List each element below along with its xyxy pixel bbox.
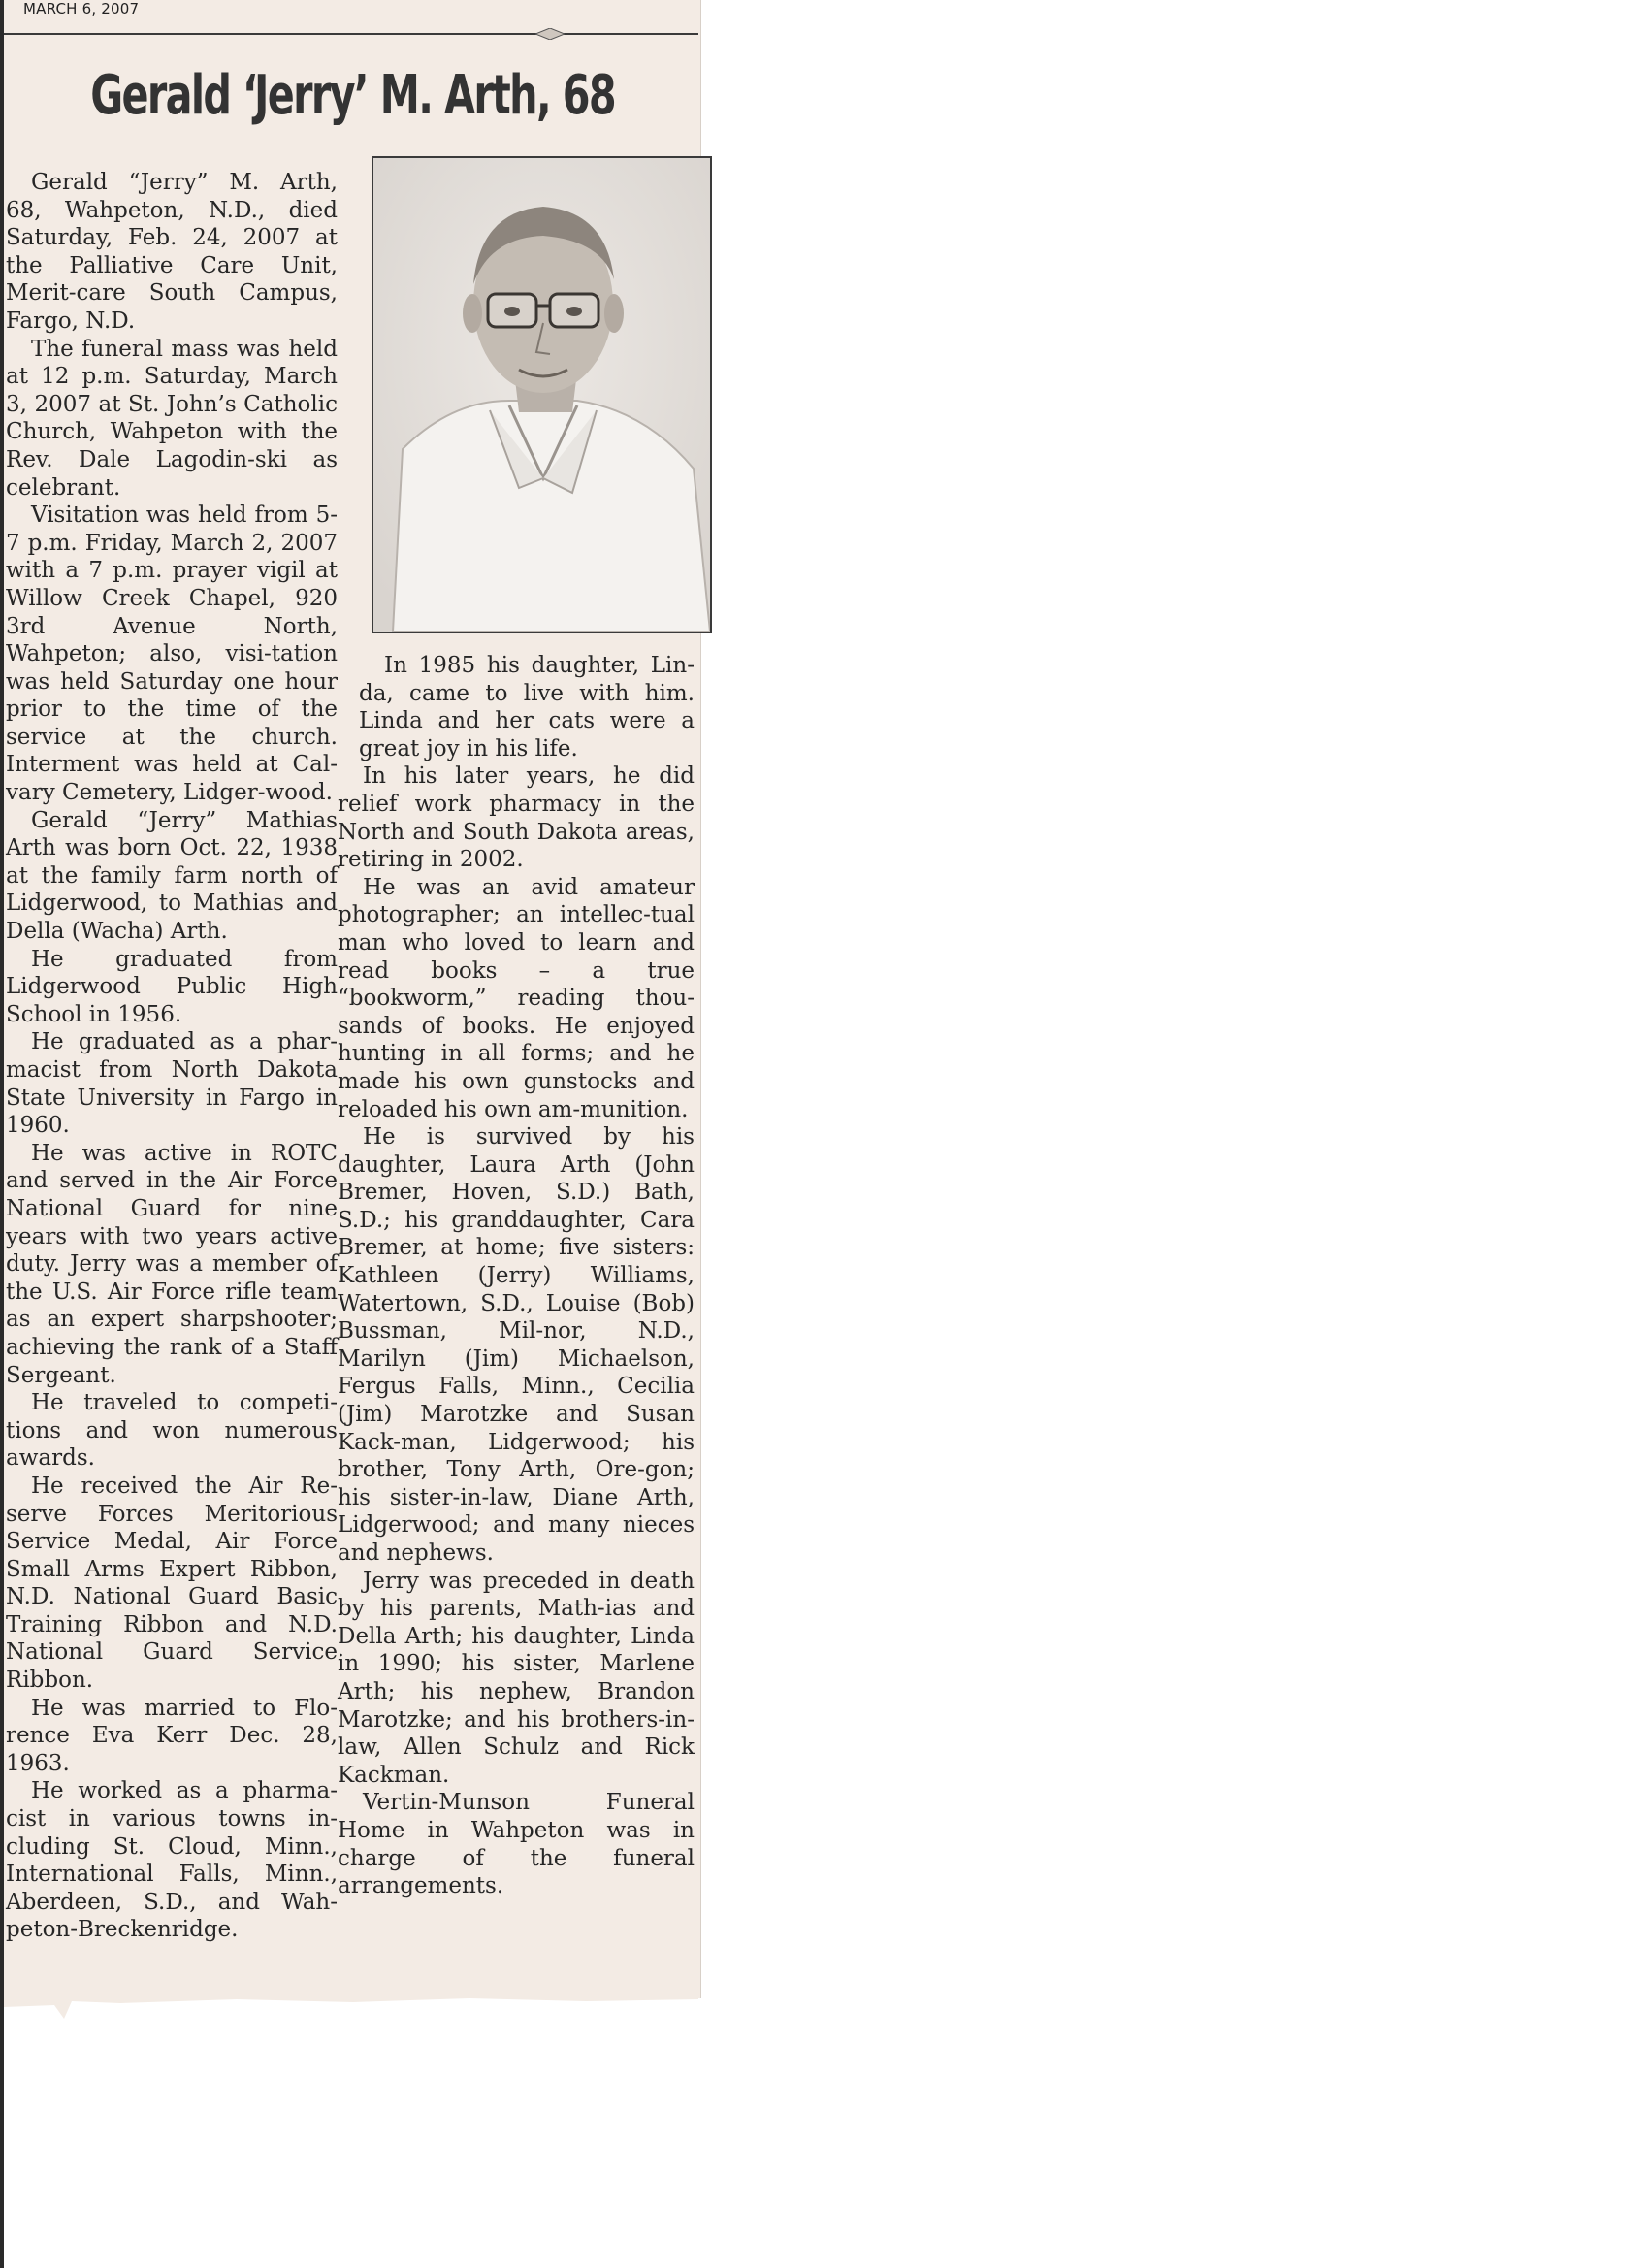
portrait-photo — [372, 156, 712, 633]
paragraph: Gerald “Jerry” Mathias Arth was born Oct. 22, 1938 at the family farm north of Lidgerwood, to Mathias and Della (Wacha) Arth. — [6, 807, 338, 945]
obituary-left-column — [6, 169, 338, 1944]
dateline: MARCH 6, 2007 — [23, 0, 140, 17]
obituary-right-column — [338, 652, 695, 1900]
headline: Gerald ‘Jerry’ M. Arth, 68 — [90, 64, 615, 127]
paragraph: He worked as a pharma-cist in various towns in-cluding St. Cloud, Minn., International Falls, Minn., Aberdeen, S.D., and Wah-peton-Breckenridge. — [6, 1778, 338, 1943]
header-rule — [4, 33, 698, 35]
paragraph: The funeral mass was held at 12 p.m. Saturday, March 3, 2007 at St. John’s Catholic Church, Wahpeton with the Rev. Dale Lagodin-ski as celebrant. — [6, 336, 338, 501]
paragraph: Gerald “Jerry” M. Arth, 68, Wahpeton, N.D., died Saturday, Feb. 24, 2007 at the Palliative Care Unit, Merit-care South Campus, Fargo, N.D. — [6, 170, 338, 334]
paragraph: He received the Air Re-serve Forces Meritorious Service Medal, Air Force Small Arms Expert Ribbon, N.D. National Guard Basic Training Ribbon and N.D. National Guard Service Ribbon. — [6, 1473, 338, 1694]
paragraph: He was married to Flo-rence Eva Kerr Dec. 28, 1963. — [6, 1695, 338, 1776]
torn-edge — [4, 1993, 698, 2023]
paragraph: He was an avid amateur photographer; an intellec-tual man who loved to learn and read books – a true “bookworm,” reading thou-sands of books. He enjoyed hunting in all forms; and he made his own gunstocks and reloaded his own am-munition. — [338, 874, 695, 1122]
paragraph: Jerry was preceded in death by his parents, Math-ias and Della Arth; his daughter, Linda in 1990; his sister, Marlene Arth; his nephew, Brandon Marotzke; and his brothers-in-law, Allen Schulz and Rick Kackman. — [338, 1568, 695, 1788]
paragraph: In 1985 his daughter, Lin-da, came to live with him. Linda and her cats were a great joy in his life. — [359, 653, 695, 761]
paragraph: He graduated as a phar-macist from North Dakota State University in Fargo in 1960. — [6, 1029, 338, 1139]
paragraph: Vertin-Munson Funeral Home in Wahpeton was in charge of the funeral arrangements. — [338, 1790, 695, 1899]
paragraph: He is survived by his daughter, Laura Arth (John Bremer, Hoven, S.D.) Bath, S.D.; his granddaughter, Cara Bremer, at home; five sisters: Kathleen (Jerry) Williams, Watertown, S.D., Louise (Bob) Bussman, Mil-nor, N.D., Marilyn (Jim) Michaelson, Fergus Falls, Minn., Cecilia (Jim) Marotzke and Susan Kack-man, Lidgerwood; his brother, Tony Arth, Ore-gon; his sister-in-law, Diane Arth, Lidgerwood; and many nieces and nephews. — [338, 1124, 695, 1566]
portrait-image — [373, 158, 710, 632]
paragraph: He traveled to competi-tions and won numerous awards. — [6, 1390, 338, 1472]
paragraph: He graduated from Lidgerwood Public High School in 1956. — [6, 946, 338, 1027]
paragraph: Visitation was held from 5-7 p.m. Friday, March 2, 2007 with a 7 p.m. prayer vigil at Willow Creek Chapel, 920 3rd Avenue North, Wahpeton; also, visi-tation was held Saturday one hour prior to the time of the service at the church. Interment was held at Cal-vary Cemetery, Lidger-wood. — [6, 502, 338, 806]
rule-ornament — [535, 28, 565, 40]
paragraph: He was active in ROTC and served in the Air Force National Guard for nine years with two years active duty. Jerry was a member of the U.S. Air Force rifle team as an expert sharpshooter; achieving the rank of a Staff Sergeant. — [6, 1140, 338, 1388]
paragraph: In his later years, he did relief work pharmacy in the North and South Dakota areas, retiring in 2002. — [338, 763, 695, 873]
